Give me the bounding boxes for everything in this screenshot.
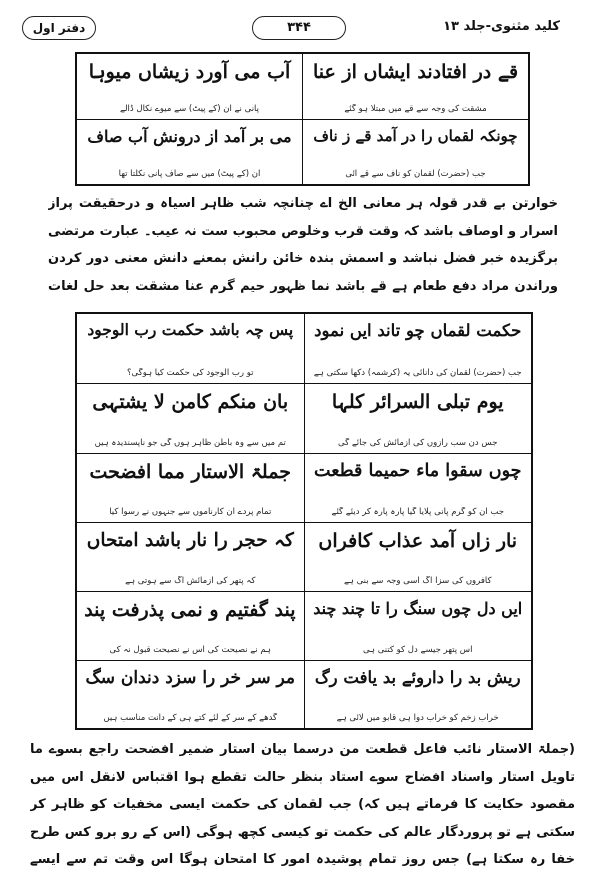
persian-verse: آب می آورد زیشاں میوہا <box>88 61 291 83</box>
persian-verse: حکمت لقماں چو تاند ایں نمود <box>314 321 522 340</box>
verse-cell-right <box>305 592 532 660</box>
urdu-translation: جس دن سب رازوں کی آزمائش کی جائے گی <box>337 437 498 448</box>
persian-verse: پند گفتیم و نمی پذرفت پند <box>84 599 296 621</box>
verse-cell-left <box>77 54 303 119</box>
verse-row <box>77 314 531 384</box>
urdu-translation: گدھے کے سر کے لئے کتے ہی کے دانت مناسب ہیں <box>103 712 278 723</box>
page-number: ۳۴۴ <box>252 16 346 40</box>
verse-cell-right <box>303 54 528 119</box>
urdu-translation: ان (کے پیٹ) میں سے صاف پانی نکلتا تھا <box>118 168 261 179</box>
verse-row <box>77 661 531 728</box>
book-title-header: کلید مثنوی-جلد ۱۳ <box>443 19 560 34</box>
persian-verse: قے در افتادند ایشاں از عنا <box>312 61 519 83</box>
urdu-translation: پانی نے ان (کے پیٹ) سے میوے نکال ڈالے <box>119 103 260 114</box>
verse-cell-right <box>305 523 532 591</box>
persian-verse: ایں دل چوں سنگ را تا چند چند <box>313 599 523 618</box>
verse-row <box>77 120 528 184</box>
verse-table-1 <box>75 52 530 186</box>
verse-cell-right <box>305 314 532 383</box>
verse-row <box>77 454 531 523</box>
verse-cell-right <box>305 384 532 453</box>
persian-verse: مر سر خر را سزد دندان سگ <box>85 668 296 688</box>
urdu-translation: ہم نے نصیحت کی اس نے نصیحت قبول نہ کی <box>109 644 271 655</box>
verse-cell-left <box>77 384 305 453</box>
urdu-translation: جب (حضرت) لقمان کو ناف سے قے آئی <box>345 168 486 179</box>
verse-cell-left <box>77 523 305 591</box>
verse-row <box>77 523 531 592</box>
persian-verse: نار زاں آمد عذاب کافراں <box>318 530 518 552</box>
urdu-translation: مشقت کی وجہ سے قے میں مبتلا ہو گئے <box>344 103 487 114</box>
urdu-translation: کہ پتھر کی آزمائش آگ سے ہوتی ہے <box>125 575 256 586</box>
urdu-translation: اس پتھر جیسے دل کو کتنی ہی <box>362 644 473 655</box>
commentary-paragraph-1 <box>48 190 558 302</box>
urdu-translation: تمام پردے ان کارناموں سے جنہوں نے رسوا کیا <box>109 506 272 517</box>
verse-cell-left <box>77 454 305 522</box>
arabic-verse: چوں سقوا ماء حمیما قطعت <box>314 461 522 481</box>
verse-cell-right <box>305 454 532 522</box>
verse-row <box>77 54 528 120</box>
verse-cell-left <box>77 120 303 184</box>
persian-verse: ریش بد را داروئے بد یافت رگ <box>314 668 521 687</box>
commentary-paragraph-2 <box>30 736 575 874</box>
commentary-text: خوارتن بے قدر قولہ ہر معانی الخ اے چنانچہ شب ظاہر اسیاہ و درحقیقت پراز اسرار و اوصاف باشد کہ وقت قرب وخلوص محبوب ست نہ عیب۔ عبارت مرتضی برگزیدہ خبر فضل نباشد و اسمش بندہ خائن رانش بمعنے دانش معنی دور کردن وراندن مراد دفع طعام ہے قے باشد نما ظہور حیم گرم عنا مشقت بعد حل لغات <box>48 196 558 294</box>
persian-verse: چونکہ لقماں را در آمد قے ز ناف <box>313 127 518 145</box>
urdu-translation: جب ان کو گرم پانی پلایا گیا پارہ پارہ کر دیئے گئے <box>331 506 504 517</box>
persian-verse: کہ حجر را نار باشد امتحاں <box>86 530 294 551</box>
verse-cell-right <box>303 120 528 184</box>
persian-verse: پس چہ باشد حکمت رب الوجود <box>87 320 294 339</box>
persian-verse: می بر آمد از درونش آب صاف <box>87 127 292 146</box>
urdu-translation: خراب زخم کو خراب دوا ہی قابو میں لائی ہے <box>336 712 499 723</box>
verse-row <box>77 592 531 661</box>
urdu-translation: جب (حضرت) لقمان کی دانائی یہ (کرشمہ) دکھا سکتی ہے <box>313 367 522 378</box>
verse-cell-left <box>77 592 305 660</box>
verse-cell-right <box>305 661 532 728</box>
urdu-translation: تو رب الوجود کی حکمت کیا ہوگی؟ <box>127 367 254 378</box>
verse-table-2 <box>75 312 533 730</box>
arabic-verse: یوم تبلی السرائر کلہا <box>331 391 504 413</box>
arabic-verse: جملۃ الاستار مما افضحت <box>89 461 291 483</box>
urdu-translation: کافروں کی سزا آگ اسی وجہ سے بنی ہے <box>343 575 492 586</box>
commentary-text: (جملۃ الاستار نائب فاعل قطعت من درسما بیان استار ضمیر افضحت راجع بسوے ما تاویل استار واسناد افضاح سوے استاد بنظر حالت تقطع ہوا اقتباس لانقل اس میں مقصود حکایت کا فرماتے ہیں کہ) جب لقمان کی حکمت ایسی مخفیات کو ظاہر کر سکتی ہے تو پروردگار عالم کی حکمت تو کیسی کچھ ہوگی (اس کے رو برو کس طرح خفا رہ سکتا ہے) جس روز تمام پوشیدہ امور کا امتحان ہوگا اس وقت تم سے ایسے <box>30 742 575 867</box>
verse-cell-left <box>77 314 305 383</box>
section-label: دفتر اول <box>22 16 96 40</box>
urdu-translation: تم میں سے وہ باطن ظاہر ہوں گی جو ناپسندیدہ ہیں <box>94 437 286 448</box>
verse-cell-left <box>77 661 305 728</box>
verse-row <box>77 384 531 454</box>
arabic-verse: بان منکم کامن لا یشتہی <box>92 391 289 413</box>
